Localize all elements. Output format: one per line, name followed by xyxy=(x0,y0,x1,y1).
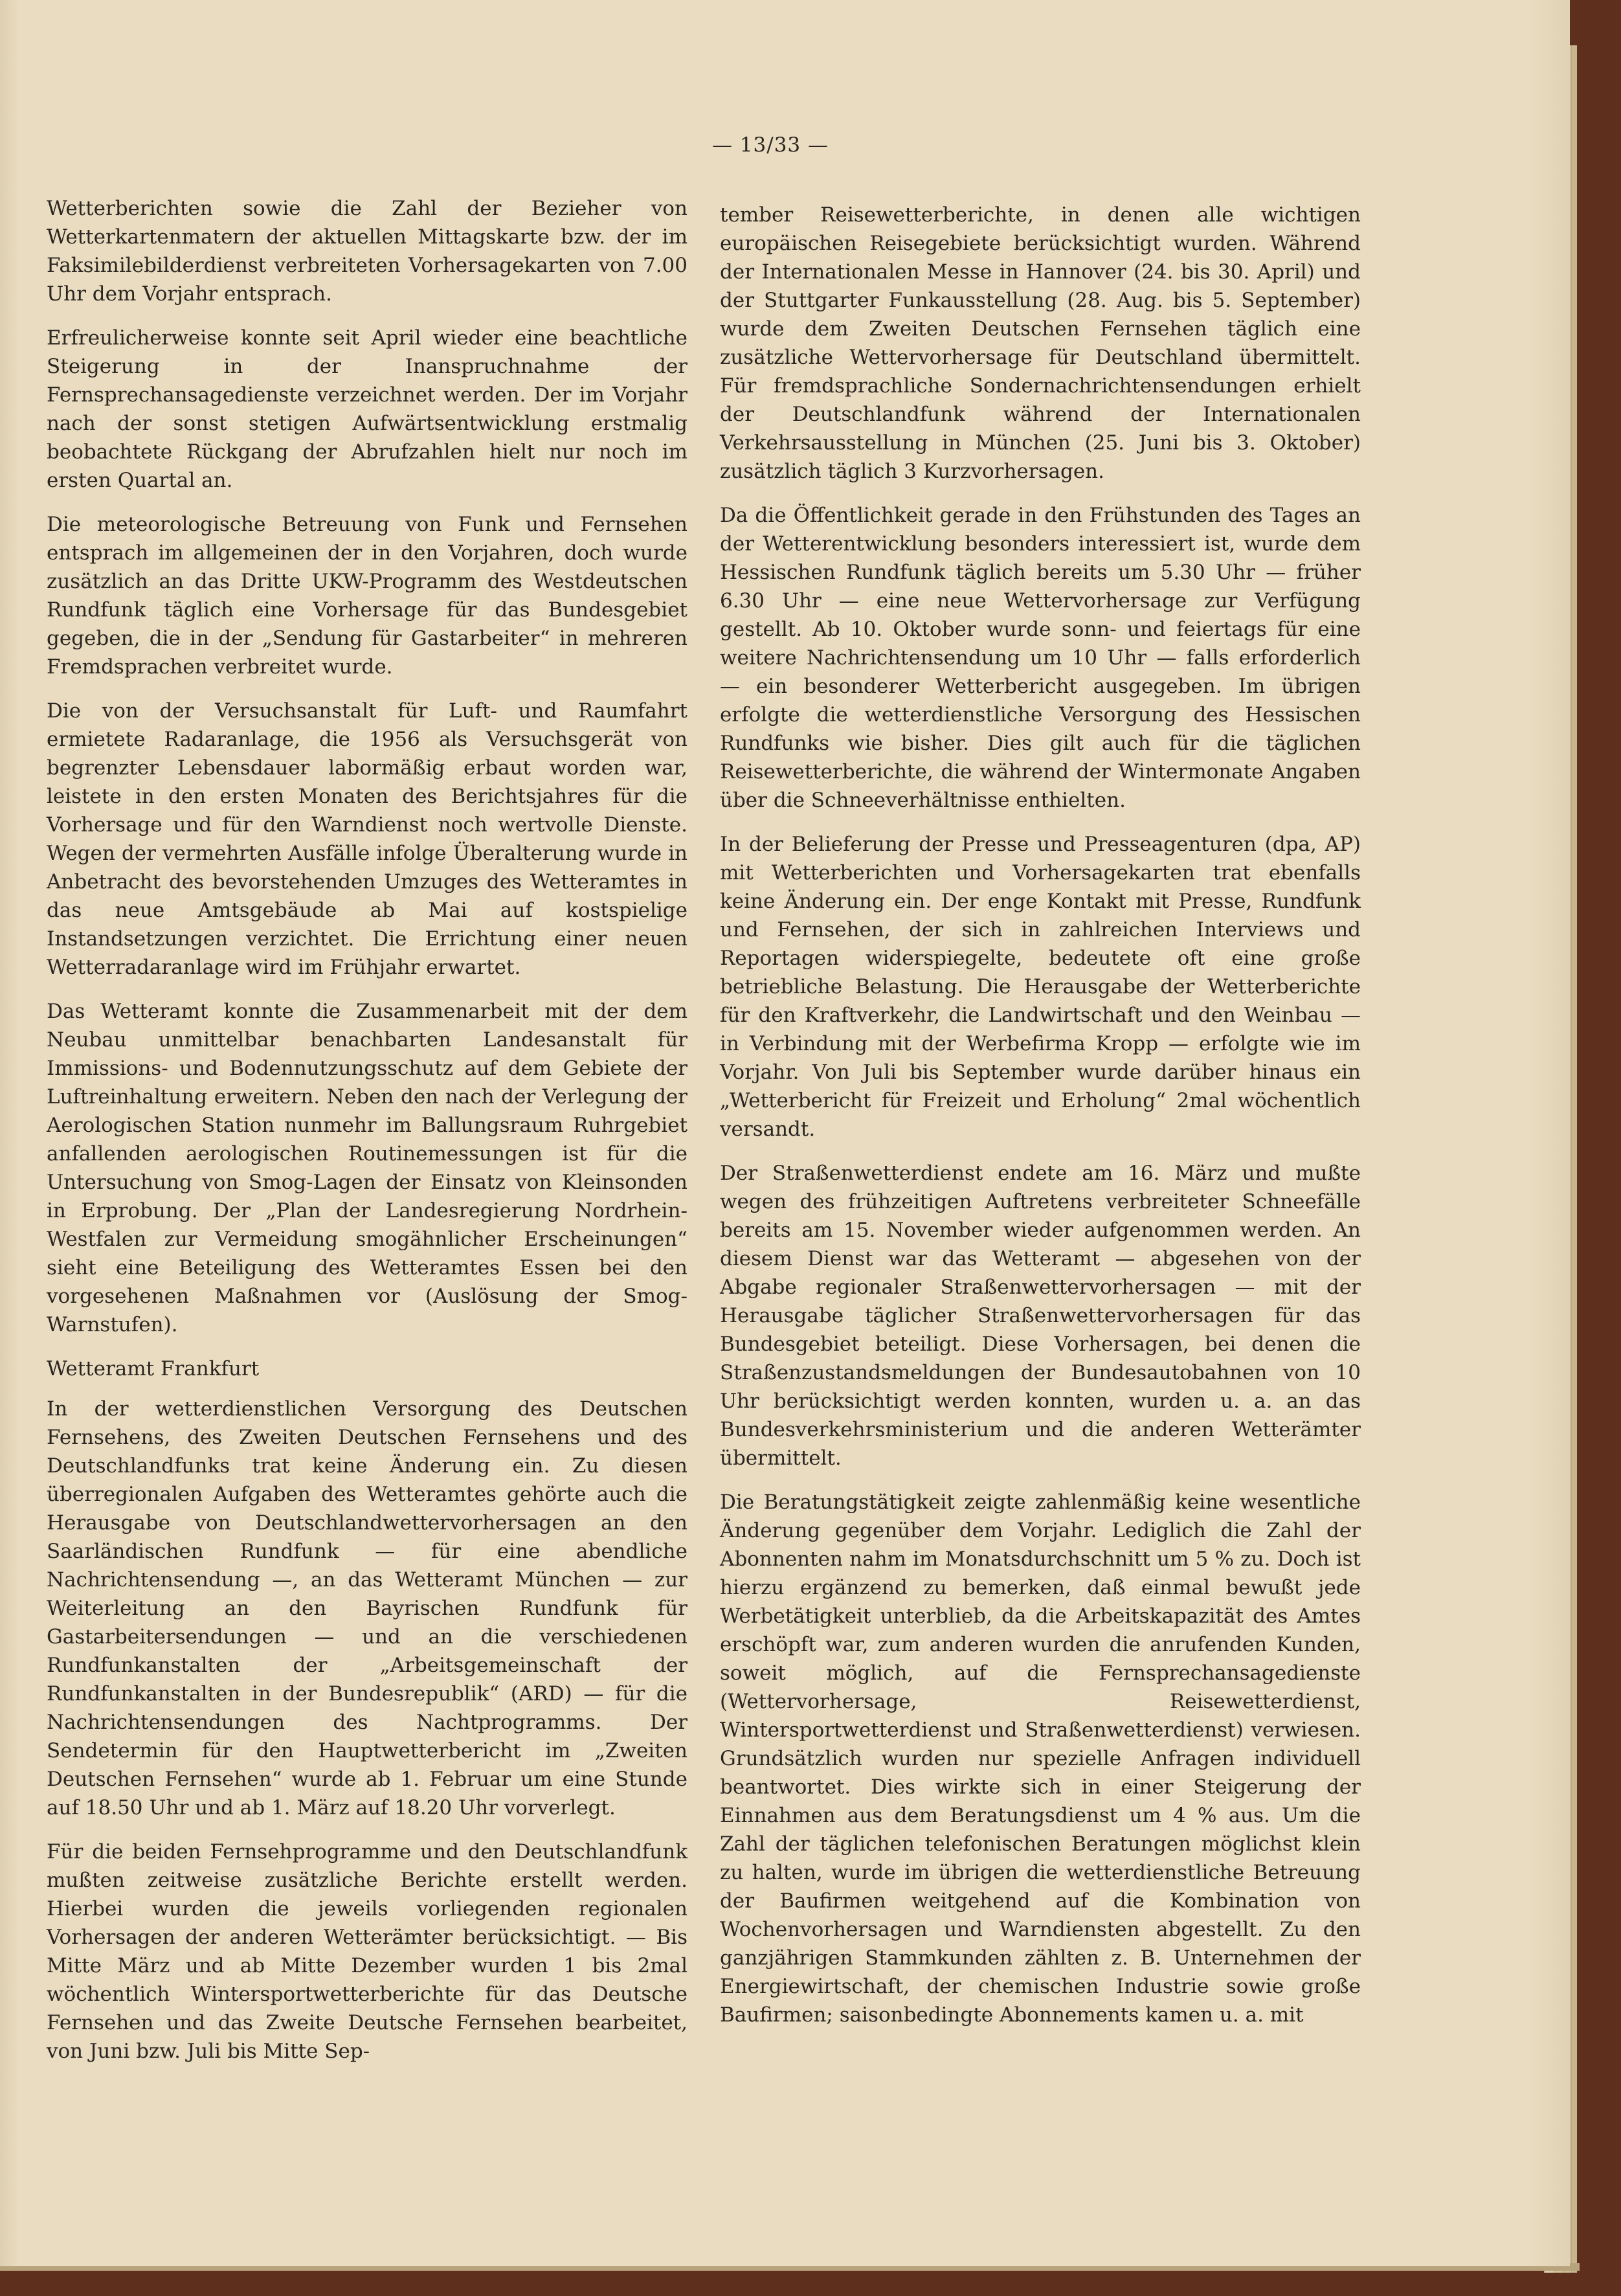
paragraph: Die meteorologische Betreuung von Funk und Fernsehen entsprach im allgemeinen der in den Vorjahren, doch wurde zusätzlich an das Dritte UKW-Programm des Westdeutschen Rundfunk täglich eine Vorhersage für das Bundesgebiet gegeben, die in der „Sendung für Gastarbeiter“ in mehreren Fremdsprachen verbreitet wurde. xyxy=(47,513,688,679)
page-edge xyxy=(1571,45,1577,2273)
right-column xyxy=(720,201,1361,2045)
paragraph: Die von der Versuchsanstalt für Luft- und Raumfahrt ermietete Radaranlage, die 1956 als Versuchsgerät von begrenzter Lebensdauer labormäßig erbaut worden war, leistete in den ersten Monaten des Berichtsjahres für die Vorhersage und für den Warndienst noch wertvolle Dienste. Wegen der vermehrten Ausfälle infolge Überalterung wurde in Anbetracht des bevorstehenden Umzuges des Wetteramtes in das neue Amtsgebäude ab Mai auf kostspielige Instandsetzungen verzichtet. Die Errichtung einer neuen Wetterradaranlage wird im Frühjahr erwartet. xyxy=(47,699,688,979)
paragraph: Da die Öffentlichkeit gerade in den Frühstunden des Tages an der Wetterentwicklung besonders interessiert ist, wurde dem Hessischen Rundfunk täglich bereits um 5.30 Uhr — früher 6.30 Uhr — eine neue Wettervorhersage zur Verfügung gestellt. Ab 10. Oktober wurde sonn- und feiertags für eine weitere Nachrichtensendung um 10 Uhr — falls erforderlich — ein besonderer Wetterbericht ausgegeben. Im übrigen erfolgte die wetterdienstliche Versorgung des Hessischen Rundfunks wie bisher. Dies gilt auch für die täglichen Reisewetterberichte, die während der Wintermonate Angaben über die Schneeverhältnisse enthielten. xyxy=(720,504,1361,812)
paragraph: Die Beratungstätigkeit zeigte zahlenmäßig keine wesentliche Änderung gegenüber dem Vorjahr. Lediglich die Zahl der Abonnenten nahm im Monatsdurchschnitt um 5 % zu. Doch ist hierzu ergänzend zu bemerken, daß einmal bewußt jede Werbetätigkeit unterblieb, da die Arbeitskapazität des Amtes erschöpft war, zum anderen wurden die anrufenden Kunden, soweit möglich, auf die Fernsprechansagedienste (Wettervorhersage, Reisewetterdienst, Wintersportwetterdienst und Straßenwetterdienst) verwiesen. Grundsätzlich wurden nur spezielle Anfragen individuell beantwortet. Dies wirkte sich in einer Steigerung der Einnahmen aus dem Beratungsdienst um 4 % aus. Um die Zahl der täglichen telefonischen Beratungen möglichst klein zu halten, wurde im übrigen die wetterdienstliche Betreuung der Baufirmen weitgehend auf die Kombination von Wochenvorhersagen und Warndiensten abgestellt. Zu den ganzjährigen Stammkunden zählten z. B. Unternehmen der Energiewirtschaft, der chemischen Industrie sowie große Baufirmen; saisonbedingte Abonnements kamen u. a. mit xyxy=(720,1491,1361,2027)
paragraph: In der wetterdienstlichen Versorgung des Deutschen Fernsehens, des Zweiten Deutschen Fernsehens und des Deutschlandfunks trat keine Änderung ein. Zu diesen überregionalen Aufgaben des Wetteramtes gehörte auch die Herausgabe von Deutschlandwettervorhersagen an den Saarländischen Rundfunk — für eine abendliche Nachrichtensendung —, an das Wetteramt München — zur Weiterleitung an den Bayrischen Rundfunk für Gastarbeitersendungen — und an die verschiedenen Rundfunkanstalten der „Arbeitsgemeinschaft der Rundfunkanstalten in der Bundesrepublik“ (ARD) — für die Nachrichtensendungen des Nachtprogramms. Der Sendetermin für den Hauptwetterbericht im „Zweiten Deutschen Fernsehen“ wurde ab 1. Februar um eine Stunde auf 18.50 Uhr und ab 1. März auf 18.20 Uhr vorverlegt. xyxy=(47,1397,688,1819)
paragraph: Wetterberichten sowie die Zahl der Bezieher von Wetterkartenmatern der aktuellen Mittagskarte bzw. der im Faksimilebilderdienst verbreiteten Vorhersagekarten von 7.00 Uhr dem Vorjahr entsprach. xyxy=(47,197,688,306)
paragraph: Der Straßenwetterdienst endete am 16. März und mußte wegen des frühzeitigen Auftretens verbreiteter Schneefälle bereits am 15. November wieder aufgenommen werden. An diesem Dienst war das Wetteramt — abgesehen von der Abgabe regionaler Straßenwettervorhersagen — mit der Herausgabe täglicher Straßenwettervorhersagen für das Bundesgebiet beteiligt. Diese Vorhersagen, bei denen die Straßenzustandsmeldungen der Bundesautobahnen von 10 Uhr berücksichtigt werden konnten, wurden u. a. an das Bundesverkehrsministerium und die anderen Wetterämter übermittelt. xyxy=(720,1162,1361,1470)
page-number: — 13/33 — xyxy=(711,133,829,157)
paragraph: Das Wetteramt konnte die Zusammenarbeit mit der dem Neubau unmittelbar benachbarten Landesanstalt für Immissions- und Bodennutzungsschutz auf dem Gebiete der Luftreinhaltung erweitern. Neben den nach der Verlegung der Aerologischen Station nunmehr im Ballungsraum Ruhrgebiet anfallenden aerologischen Routinemessungen ist für die Untersuchung von Smog-Lagen der Einsatz von Kleinsonden in Erprobung. Der „Plan der Landesregierung Nordrhein-Westfalen zur Vermeidung smogähnlicher Erscheinungen“ sieht eine Beteiligung des Wetteramtes Essen bei den vorgesehenen Maßnahmen vor (Auslösung der Smog-Warnstufen). xyxy=(47,1000,688,1336)
paragraph: Erfreulicherweise konnte seit April wieder eine beachtliche Steigerung in der Inanspruchnahme der Fernsprechansagedienste verzeichnet werden. Der im Vorjahr nach der sonst stetigen Aufwärtsentwicklung erstmalig beobachtete Rückgang der Abrufzahlen hielt nur noch im ersten Quartal an. xyxy=(47,326,688,492)
paragraph: In der Belieferung der Presse und Presseagenturen (dpa, AP) mit Wetterberichten und Vorhersagekarten trat ebenfalls keine Änderung ein. Der enge Kontakt mit Presse, Rundfunk und Fernsehen, der sich in zahlreichen Interviews und Reportagen widerspiegelte, bedeutete oft eine große betriebliche Belastung. Die Herausgabe der Wetterberichte für den Kraftverkehr, die Landwirtschaft und den Weinbau — in Verbindung mit der Werbefirma Kropp — erfolgte wie im Vorjahr. Von Juli bis September wurde darüber hinaus ein „Wetterbericht für Freizeit und Erholung“ 2mal wöchentlich versandt. xyxy=(720,833,1361,1141)
paragraph: tember Reisewetterberichte, in denen alle wichtigen europäischen Reisegebiete berücksichtigt wurden. Während der Internationalen Messe in Hannover (24. bis 30. April) und der Stuttgarter Funkausstellung (28. Aug. bis 5. September) wurde dem Zweiten Deutschen Fernsehen täglich eine zusätzliche Wettervorhersage für Deutschland übermittelt. Für fremdsprachliche Sondernachrichtensendungen erhielt der Deutschlandfunk während der Internationalen Verkehrsausstellung in München (25. Juni bis 3. Oktober) zusätzlich täglich 3 Kurzvorhersagen. xyxy=(720,203,1361,483)
paragraph: Für die beiden Fernsehprogramme und den Deutschlandfunk mußten zeitweise zusätzliche Berichte erstellt werden. Hierbei wurden die jeweils vorliegenden regionalen Vorhersagen der anderen Wetterämter berücksichtigt. — Bis Mitte März und ab Mitte Dezember wurden 1 bis 2mal wöchentlich Wintersportwetterberichte für das Deutsche Fernsehen und das Zweite Deutsche Fernsehen bearbeitet, von Juni bzw. Juli bis Mitte Sep- xyxy=(47,1840,688,2063)
section-heading: Wetteramt Frankfurt xyxy=(47,1357,260,1380)
left-column xyxy=(47,194,688,2081)
